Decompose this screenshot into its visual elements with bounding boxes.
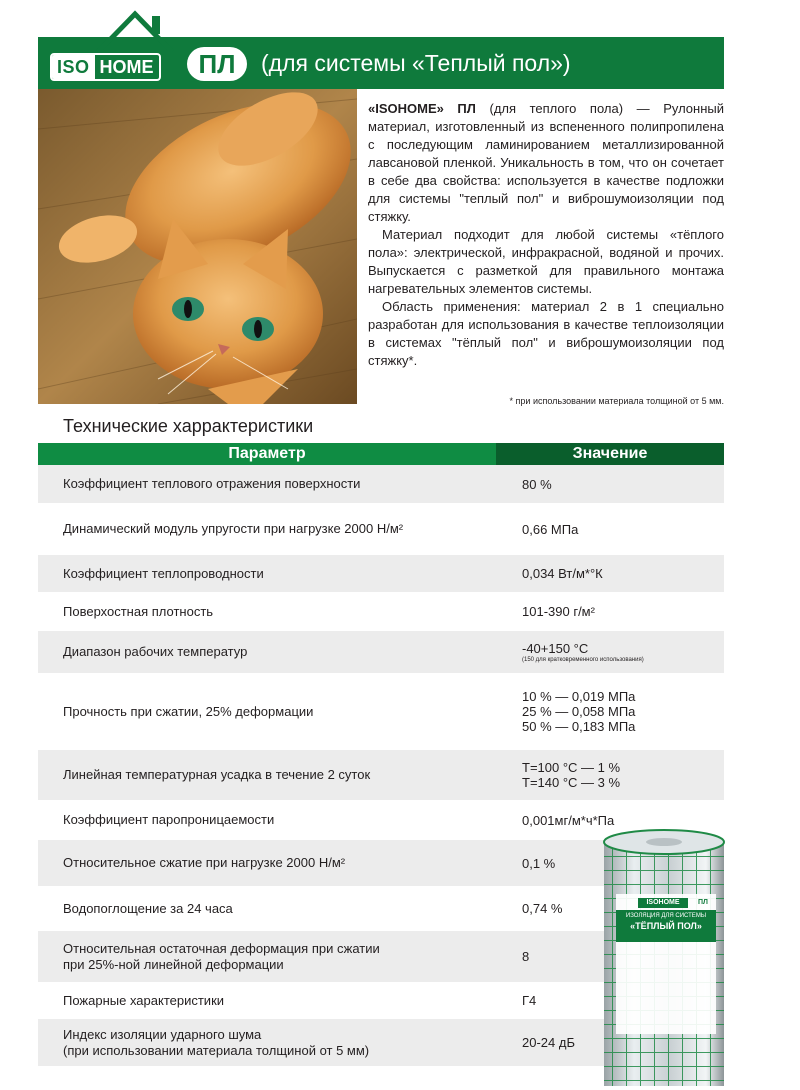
param-text: Коэффициент теплового отражения поверхности [63, 476, 361, 491]
value-text: 10 % — 0,019 МПа [522, 689, 636, 704]
param-cell [38, 566, 496, 582]
value-cell [496, 477, 724, 492]
roll-logo-text: ISOHOME [646, 899, 680, 906]
roll-badge-text: ПЛ [698, 899, 708, 906]
param-cell [38, 812, 496, 828]
footnote: * при использовании материала толщиной от 5 мм. [509, 396, 724, 406]
value-text: 0,66 МПа [522, 521, 579, 537]
value-note: (150 для кратковременного использования) [522, 656, 644, 663]
value-text: 25 % — 0,058 МПа [522, 704, 636, 719]
table-row [38, 465, 724, 503]
description-paragraph-3: Область применения: материал 2 в 1 специально разработан для использования в качестве теплоизоляции в системах "тёплый пол" и виброшумоизоляции под стяжку*. [368, 299, 724, 368]
param-cell [38, 901, 496, 917]
param-cell [38, 521, 496, 537]
logo-iso-text: ISO [52, 55, 95, 79]
param-cell [38, 855, 496, 871]
cat-photo [38, 89, 357, 404]
cat-illustration [38, 89, 357, 404]
param-text: при 25%-ной линейной деформации [63, 956, 284, 972]
logo-home-text: HOME [99, 57, 154, 77]
column-header-value: Значение [496, 443, 724, 465]
param-cell [38, 767, 496, 783]
table-row [38, 555, 724, 592]
param-cell [38, 604, 496, 620]
product-roll-image [598, 828, 730, 1090]
param-text: Диапазон рабочих температур [63, 644, 248, 659]
value-text: 50 % — 0,183 МПа [522, 719, 636, 734]
column-header-param: Параметр [38, 443, 496, 465]
param-text: Водопоглощение за 24 часа [63, 900, 233, 916]
roll-label-line-2: «ТЁПЛЫЙ ПОЛ» [630, 921, 702, 931]
param-text: Коэффициент теплопроводности [63, 565, 264, 581]
value-text: 8 [522, 949, 530, 964]
param-text: Прочность при сжатии, 25% деформации [63, 703, 314, 719]
value-cell [496, 604, 724, 619]
table-row [38, 592, 724, 631]
param-text: Линейная температурная усадка в течение 2 суток [63, 767, 371, 782]
param-cell [38, 993, 496, 1009]
description-paragraph-1 [368, 100, 724, 226]
value-text: -40+150 °С [522, 640, 589, 656]
value-cell [496, 641, 724, 664]
value-cell [496, 566, 724, 581]
param-text: Коэффициент паропроницаемости [63, 812, 275, 827]
value-text: Т=100 °С — 1 % [522, 760, 621, 775]
table-header [38, 443, 724, 465]
param-text: (при использовании материала толщиной от 5 мм) [63, 1042, 370, 1058]
param-text: Относительная остаточная деформация при сжатии [63, 940, 380, 956]
param-cell [38, 704, 496, 720]
header-subtitle: (для системы «Теплый пол») [261, 50, 571, 76]
roll-label-line-1: ИЗОЛЯЦИЯ ДЛЯ СИСТЕМЫ [625, 913, 707, 919]
param-text: Индекс изоляции ударного шума [63, 1026, 262, 1042]
product-badge: ПЛ [187, 47, 247, 81]
param-cell [38, 1027, 496, 1059]
value-text: 20-24 дБ [522, 1035, 575, 1050]
table-row [38, 673, 724, 750]
table-row [38, 631, 724, 673]
value-text: Т=140 °С — 3 % [522, 775, 621, 790]
brand-name: «ISOHOME» ПЛ [368, 101, 476, 116]
param-cell [38, 644, 496, 660]
table-row [38, 750, 724, 800]
description-paragraph-2: Материал подходит для любой системы «тёплого пола»: электрической, инфракрасной, водяной и прочих. Выпускается с разметкой для правильного монтажа нагревательных элементов системы. [368, 227, 724, 296]
param-text: Поверхостная плотность [63, 603, 214, 619]
param-cell [38, 476, 496, 492]
description-text-1: (для теплого пола) — Рулонный материал, изготовленный из вспененного полипропилена с последующим ламинированием металлизированной лавсановой пленкой. Уникальность в том, что он сочетает в себе два свойства: используется в качестве подложки для системы "теплый пол" и виброшумоизоляции под стяжку. [368, 101, 724, 224]
value-cell [496, 689, 724, 734]
value-text: Г4 [522, 993, 537, 1008]
param-text: Пожарные характеристики [63, 992, 225, 1008]
value-text: 0,034 Вт/м*°К [522, 566, 603, 581]
value-text: 0,1 % [522, 855, 556, 871]
house-logo-icon [90, 8, 180, 52]
value-text: 0,001мг/м*ч*Па [522, 812, 615, 828]
param-text: Относительное сжатие при нагрузке 2000 Н/м² [63, 855, 346, 870]
section-title: Технические харрактеристики [63, 416, 314, 436]
value-text: 0,74 % [522, 901, 563, 916]
param-text: Динамический модуль упругости при нагрузке 2000 Н/м² [63, 521, 404, 536]
table-row [38, 503, 724, 555]
param-cell [38, 941, 496, 973]
value-cell [496, 813, 724, 828]
isohome-logo [50, 53, 161, 81]
product-description [368, 100, 724, 370]
value-cell [496, 522, 724, 537]
value-text: 101-390 г/м² [522, 604, 595, 619]
value-cell [496, 760, 724, 790]
value-text: 80 % [522, 476, 552, 492]
